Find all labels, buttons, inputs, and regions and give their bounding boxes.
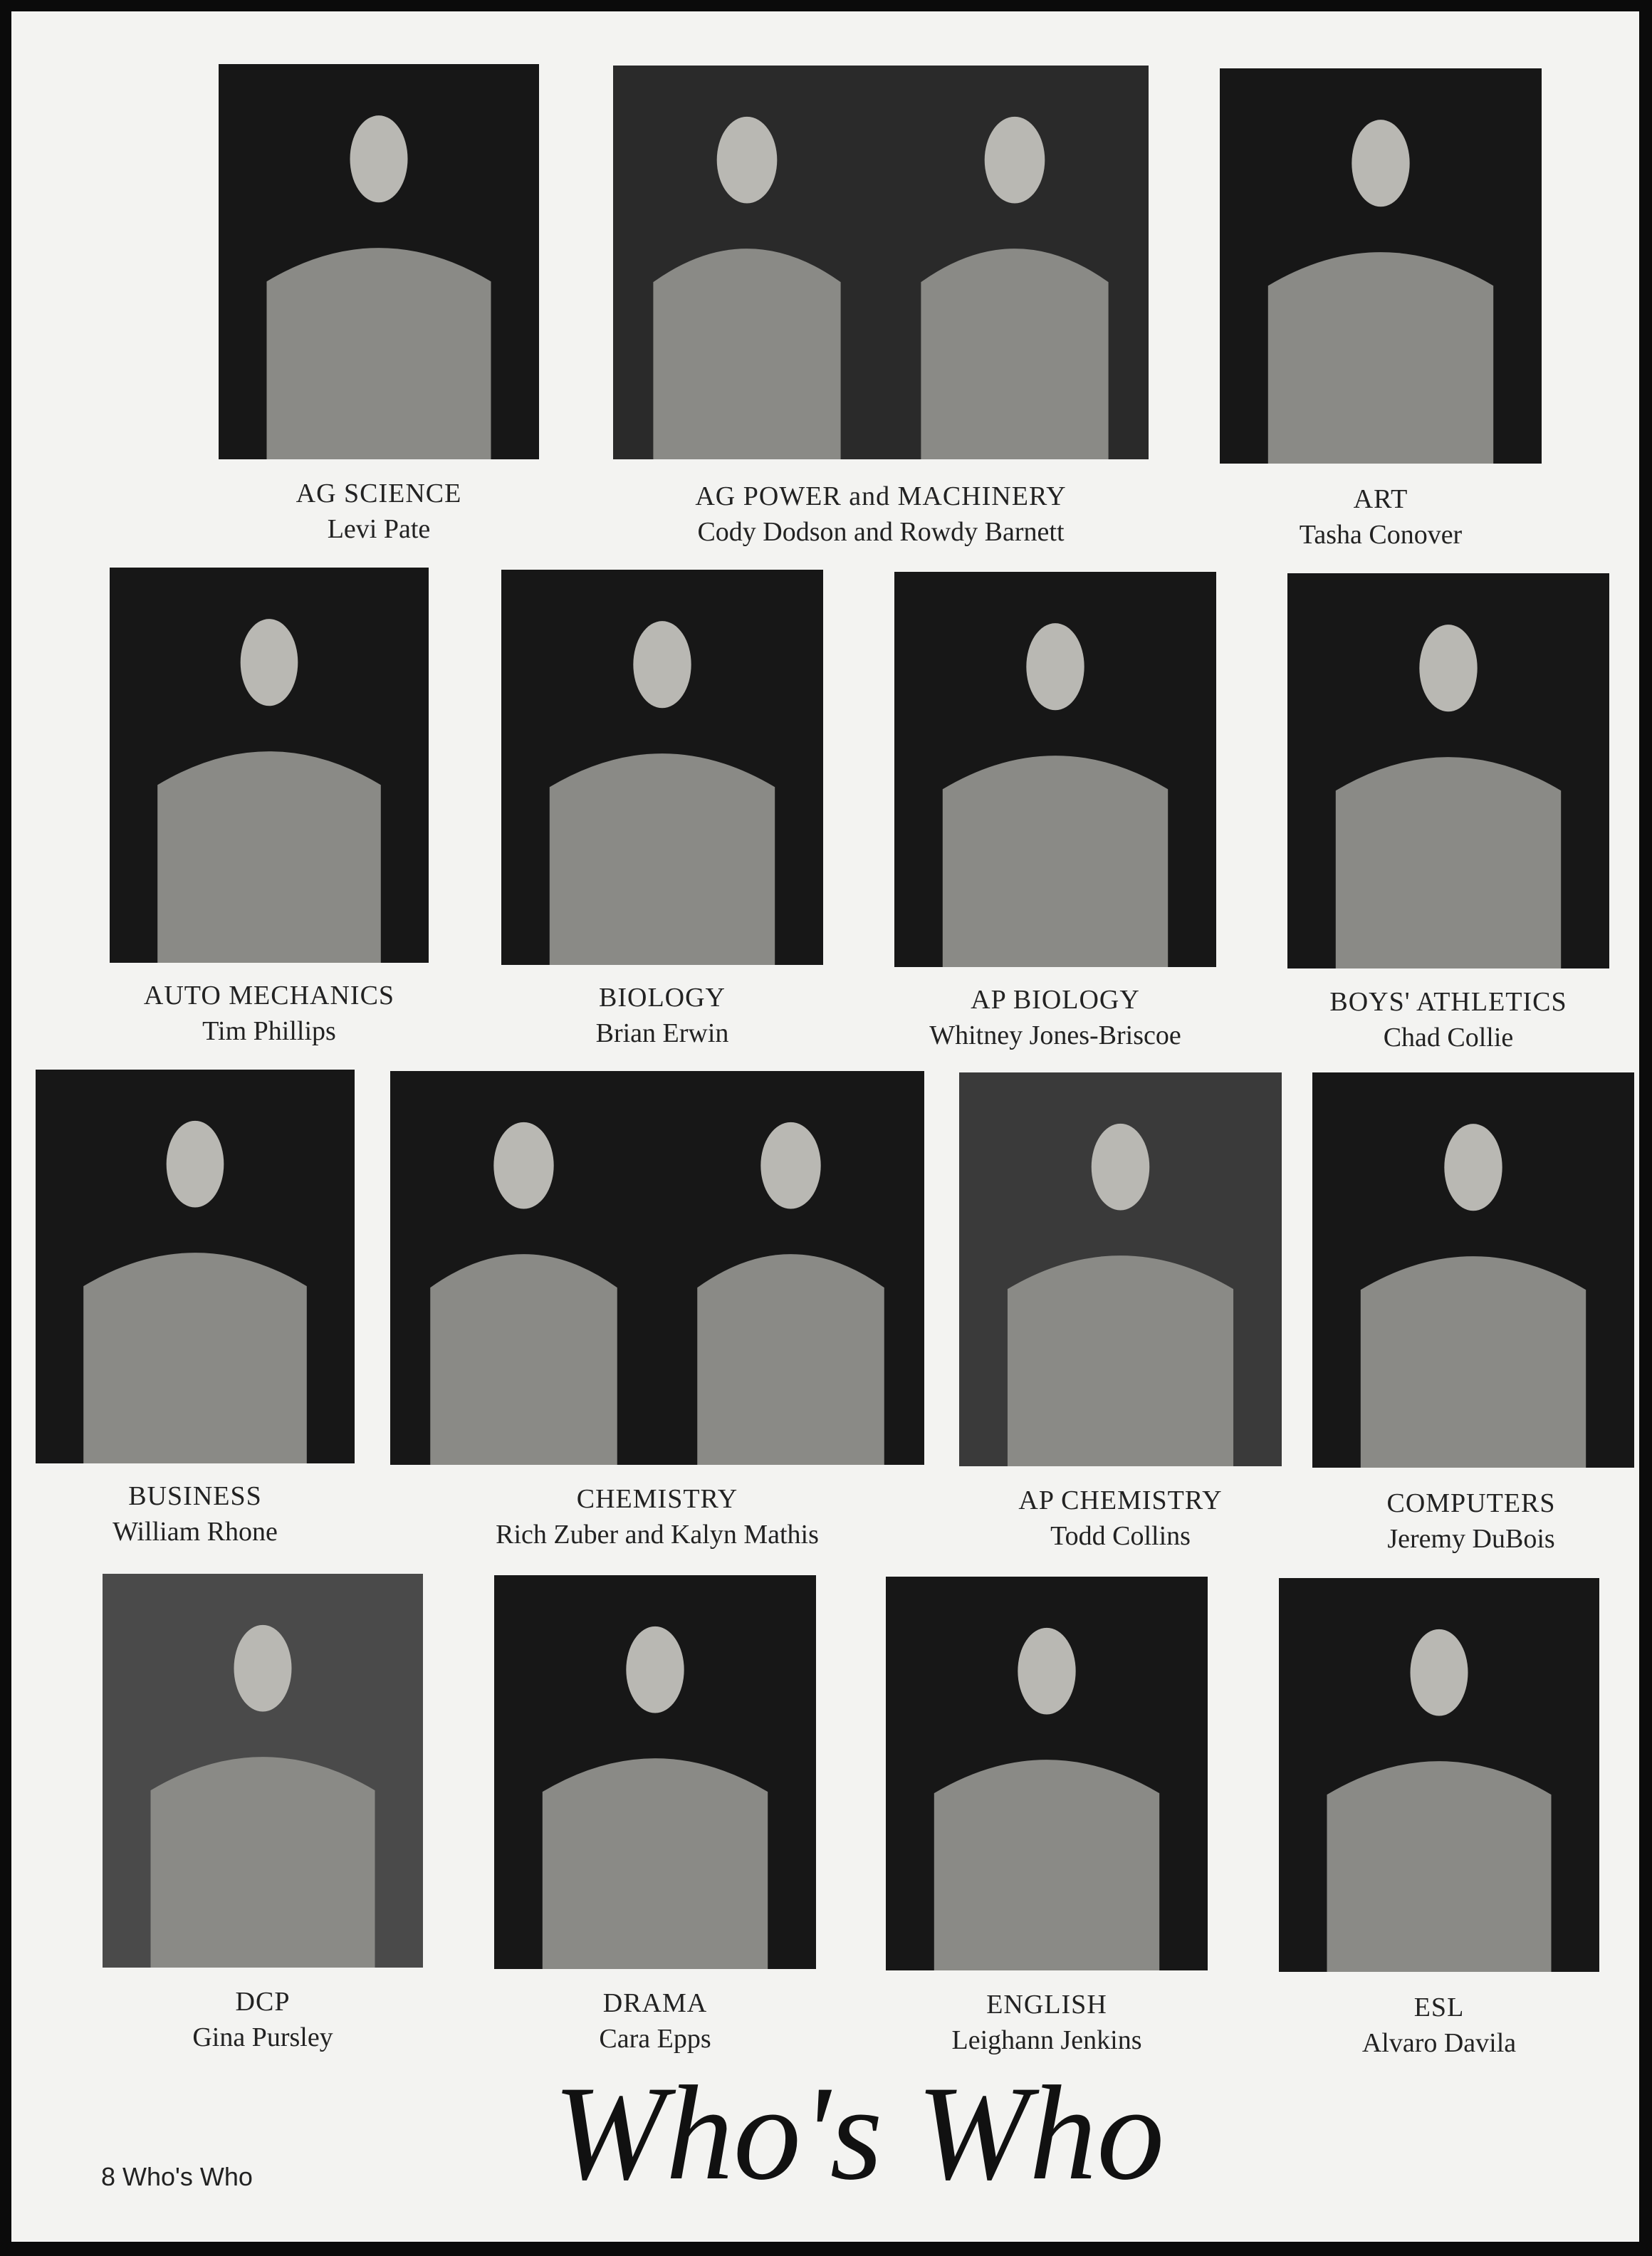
portrait-photo-english [886, 1577, 1208, 1970]
photo-silhouettes [894, 572, 1216, 967]
person-head-shape [985, 117, 1045, 204]
student-name: Brian Erwin [595, 1018, 729, 1048]
photo-silhouettes [1220, 68, 1542, 464]
person-head-shape [1419, 625, 1477, 711]
subject-label: ENGLISH [986, 1990, 1107, 2020]
caption-auto-mechanics [91, 978, 447, 1049]
person-head-shape [1026, 623, 1084, 710]
person-body-shape [1336, 757, 1561, 968]
subject-label: ART [1353, 484, 1408, 514]
photo-silhouettes [219, 64, 539, 459]
photo-silhouettes [1312, 1072, 1634, 1468]
person-head-shape [760, 1122, 820, 1209]
subject-label: AUTO MECHANICS [143, 981, 395, 1010]
photo-silhouettes [110, 568, 429, 963]
subject-label: BOYS' ATHLETICS [1329, 987, 1567, 1017]
subject-label: AP BIOLOGY [971, 985, 1140, 1015]
portrait-photo-art [1220, 68, 1542, 464]
person-head-shape [626, 1626, 684, 1713]
subject-label: AG POWER and MACHINERY [695, 481, 1067, 511]
subject-label: AG SCIENCE [296, 479, 462, 508]
caption-computers [1293, 1485, 1639, 1557]
caption-biology [484, 980, 840, 1051]
subject-label: DCP [235, 1987, 291, 2017]
person-head-shape [493, 1122, 553, 1209]
photo-silhouettes [36, 1070, 355, 1463]
portrait-photo-ap-biology [894, 572, 1216, 967]
caption-dcp [85, 1984, 441, 2055]
portrait-photo-biology [501, 570, 823, 965]
person-head-shape [234, 1625, 292, 1712]
photo-silhouettes [390, 1071, 924, 1465]
person-body-shape [1327, 1761, 1552, 1972]
student-name: Whitney Jones-Briscoe [929, 1020, 1181, 1050]
caption-english [869, 1987, 1225, 2058]
caption-business [17, 1478, 373, 1550]
person-body-shape [653, 249, 840, 459]
portrait-photo-esl [1279, 1578, 1599, 1972]
person-body-shape [151, 1757, 375, 1968]
person-body-shape [1361, 1256, 1586, 1468]
person-body-shape [934, 1760, 1159, 1970]
person-body-shape [1268, 252, 1493, 464]
portrait-photo-computers [1312, 1072, 1634, 1468]
photo-silhouettes [1279, 1578, 1599, 1972]
person-body-shape [697, 1254, 884, 1465]
person-head-shape [1092, 1124, 1150, 1211]
portrait-photo-chemistry [390, 1071, 924, 1465]
portrait-photo-ap-chemistry [959, 1072, 1282, 1466]
student-name: Rich Zuber and Kalyn Mathis [496, 1520, 819, 1550]
person-head-shape [1018, 1628, 1075, 1715]
person-head-shape [1411, 1629, 1468, 1716]
student-name: Chad Collie [1383, 1023, 1514, 1053]
student-name: Cody Dodson and Rowdy Barnett [697, 517, 1065, 547]
portrait-photo-auto-mechanics [110, 568, 429, 963]
person-head-shape [717, 117, 778, 204]
caption-ap-biology [877, 982, 1233, 1053]
caption-ag-science [201, 476, 557, 547]
person-body-shape [550, 753, 775, 965]
caption-chemistry [390, 1481, 924, 1552]
yearbook-page [11, 11, 1639, 2242]
photo-silhouettes [103, 1574, 423, 1968]
student-name: Todd Collins [1050, 1521, 1191, 1551]
person-head-shape [167, 1121, 224, 1208]
student-name: Leighann Jenkins [951, 2025, 1142, 2055]
portrait-photo-dcp [103, 1574, 423, 1968]
portrait-photo-ag-power [613, 66, 1149, 459]
person-body-shape [543, 1758, 768, 1969]
caption-drama [477, 1985, 833, 2057]
student-name: Jeremy DuBois [1387, 1524, 1555, 1554]
subject-label: DRAMA [602, 1988, 708, 2018]
portrait-photo-business [36, 1070, 355, 1463]
person-head-shape [350, 115, 408, 202]
person-body-shape [83, 1253, 307, 1463]
photo-silhouettes [613, 66, 1149, 459]
photo-silhouettes [501, 570, 823, 965]
subject-label: AP CHEMISTRY [1018, 1485, 1223, 1515]
person-head-shape [1444, 1124, 1502, 1211]
portrait-photo-drama [494, 1575, 816, 1969]
portrait-photo-ag-science [219, 64, 539, 459]
caption-art [1202, 481, 1559, 553]
student-name: Cara Epps [599, 2024, 711, 2054]
person-body-shape [1008, 1255, 1233, 1466]
photo-silhouettes [886, 1577, 1208, 1970]
caption-esl [1261, 1990, 1617, 2061]
page-title: Who's Who [553, 2059, 1165, 2208]
caption-boys-athletics [1270, 984, 1626, 1055]
page-folio: 8 Who's Who [101, 2162, 253, 2191]
student-name: Levi Pate [327, 514, 431, 544]
subject-label: ESL [1413, 1993, 1465, 2022]
person-body-shape [267, 248, 491, 459]
caption-ag-power [595, 479, 1166, 550]
student-name: Tasha Conover [1299, 520, 1463, 550]
person-body-shape [430, 1254, 617, 1465]
caption-ap-chemistry [941, 1483, 1300, 1554]
subject-label: CHEMISTRY [576, 1484, 738, 1514]
person-body-shape [921, 249, 1108, 459]
student-name: William Rhone [113, 1517, 278, 1547]
photo-silhouettes [959, 1072, 1282, 1466]
person-head-shape [633, 621, 691, 708]
student-name: Gina Pursley [192, 2022, 333, 2052]
student-name: Alvaro Davila [1361, 2028, 1517, 2058]
student-name: Tim Phillips [202, 1016, 336, 1046]
subject-label: BUSINESS [128, 1481, 262, 1511]
person-head-shape [241, 619, 298, 706]
person-body-shape [157, 751, 381, 963]
portrait-photo-boys-athletics [1287, 573, 1609, 968]
subject-label: COMPUTERS [1386, 1488, 1556, 1518]
person-head-shape [1352, 120, 1409, 207]
photo-silhouettes [494, 1575, 816, 1969]
photo-silhouettes [1287, 573, 1609, 968]
subject-label: BIOLOGY [599, 983, 726, 1013]
person-body-shape [943, 756, 1168, 967]
